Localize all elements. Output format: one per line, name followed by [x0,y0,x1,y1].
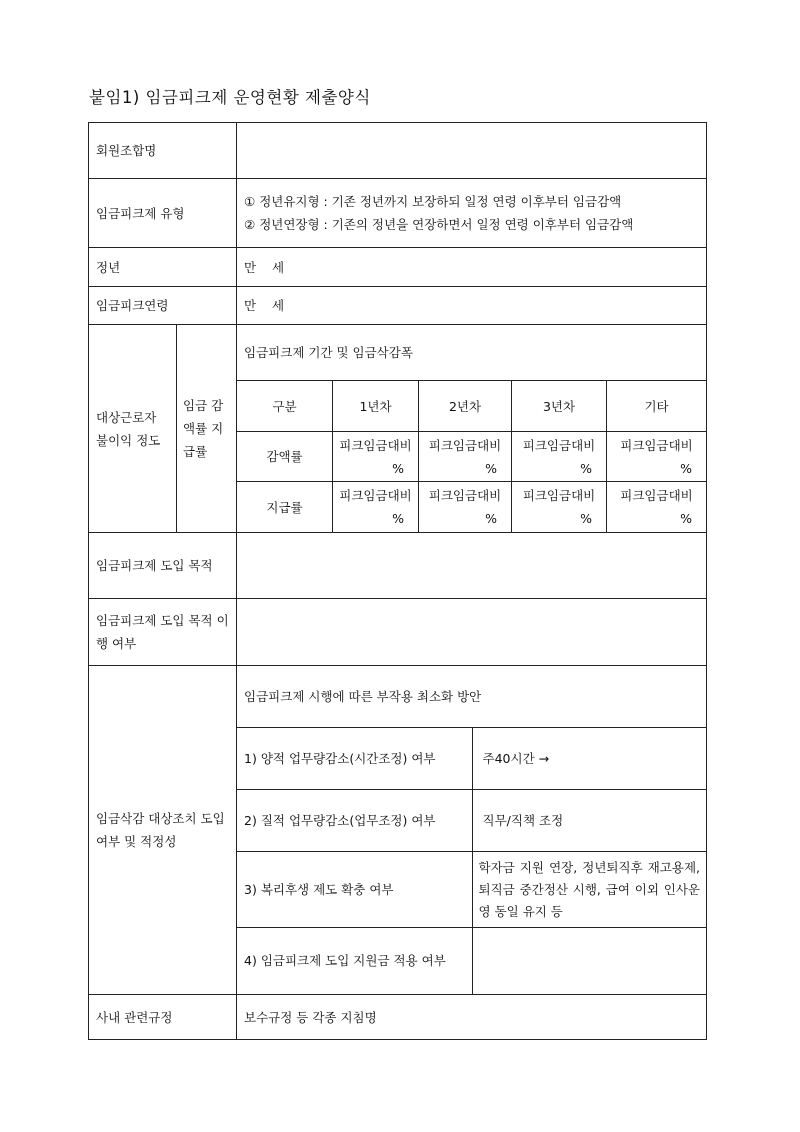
payment-year-3-cell[interactable] [512,482,607,533]
type-option-2[interactable]: ② 정년연장형 : 기존의 정년을 연장하면서 일정 연령 이후부터 임금감액 [244,217,634,232]
peak-age-value[interactable]: 만 세 [237,287,707,325]
measure-row [237,728,706,790]
measure-4-value[interactable] [472,928,706,994]
percent-unit: % [680,460,693,476]
cell-caption: 피크임금대비 [339,488,412,503]
row-purpose-check [89,599,707,666]
reduction-year-2-cell[interactable] [419,432,512,482]
purpose-value[interactable] [237,533,707,599]
percent-unit: % [580,511,593,526]
submission-form-table [88,122,707,1040]
row-target-period-title [89,325,707,381]
measure-row [237,790,706,852]
reduction-rate-label: 임금 감액률 지급률 [177,325,237,533]
percent-unit: % [392,460,405,476]
percent-unit: % [680,511,693,526]
cell-caption: 피크임금대비 [620,488,693,503]
reduction-year-3-cell[interactable] [512,432,607,482]
header-other: 기타 [607,381,707,432]
cell-caption: 피크임금대비 [428,437,502,453]
retirement-age-label: 정년 [89,248,237,287]
regulations-value[interactable]: 보수규정 등 각종 지침명 [237,995,707,1040]
measure-row [237,852,706,928]
cell-caption: 피크임금대비 [522,488,596,503]
period-title: 임금피크제 기간 및 임금삭감폭 [237,325,707,381]
cell-caption: 피크임금대비 [428,488,502,503]
retirement-age-value[interactable]: 만 세 [237,248,707,287]
payment-row-label: 지급률 [237,482,333,533]
percent-unit: % [485,511,498,526]
percent-unit: % [580,460,593,476]
measure-3-label: 3) 복리후생 제도 확충 여부 [237,852,472,928]
row-wage-peak-type [89,179,707,248]
payment-year-1-cell[interactable] [333,482,419,533]
row-purpose [89,533,707,599]
row-regulations [89,995,707,1040]
measure-4-label: 4) 임금피크제 도입 지원금 적용 여부 [237,928,472,994]
header-category: 구분 [237,381,333,432]
percent-unit: % [392,511,405,526]
measure-3-value[interactable]: 학자금 지원 연장, 정년퇴직후 재고용제, 퇴직금 중간정산 시행, 급여 이외 인사운영 동일 유지 등 [472,852,706,928]
purpose-check-label: 임금피크제 도입 목적 이행 여부 [89,599,237,666]
union-name-value[interactable] [237,123,707,179]
payment-year-2-cell[interactable] [419,482,512,533]
type-option-1[interactable]: ① 정년유지형 : 기존 정년까지 보장하되 일정 연령 이후부터 임금감액 [244,194,622,209]
regulations-label: 사내 관련규정 [89,995,237,1040]
cell-caption: 피크임금대비 [620,437,693,453]
percent-unit: % [485,460,498,476]
header-year-1: 1년차 [333,381,419,432]
row-peak-age [89,287,707,325]
measures-cell [237,666,707,995]
purpose-check-value[interactable] [237,599,707,666]
measures-label: 임금삭감 대상조치 도입여부 및 적정성 [89,666,237,995]
row-union-name [89,123,707,179]
reduction-other-cell[interactable] [607,432,707,482]
payment-other-cell[interactable] [607,482,707,533]
measures-title: 임금피크제 시행에 따른 부작용 최소화 방안 [237,667,706,728]
header-year-2: 2년차 [419,381,512,432]
reduction-row-label: 감액률 [237,432,333,482]
measure-2-label: 2) 질적 업무량감소(업무조정) 여부 [237,790,472,852]
peak-age-label: 임금피크연령 [89,287,237,325]
row-retirement-age [89,248,707,287]
cell-caption: 피크임금대비 [522,437,596,453]
measures-inner-table [237,667,706,994]
header-year-3: 3년차 [512,381,607,432]
document-title: 붙임1) 임금피크제 운영현황 제출양식 [89,88,371,107]
reduction-year-1-cell[interactable] [333,432,419,482]
measure-1-label: 1) 양적 업무량감소(시간조정) 여부 [237,728,472,790]
measure-row [237,928,706,994]
target-worker-label: 대상근로자 불이익 정도 [89,325,177,533]
cell-caption: 피크임금대비 [339,437,412,453]
wage-peak-type-value [237,179,707,248]
row-measures [89,666,707,995]
union-name-label: 회원조합명 [89,123,237,179]
measure-2-value[interactable]: 직무/직책 조정 [472,790,706,852]
measure-1-value[interactable]: 주40시간 → [472,728,706,790]
purpose-label: 임금피크제 도입 목적 [89,533,237,599]
wage-peak-type-label: 임금피크제 유형 [89,179,237,248]
